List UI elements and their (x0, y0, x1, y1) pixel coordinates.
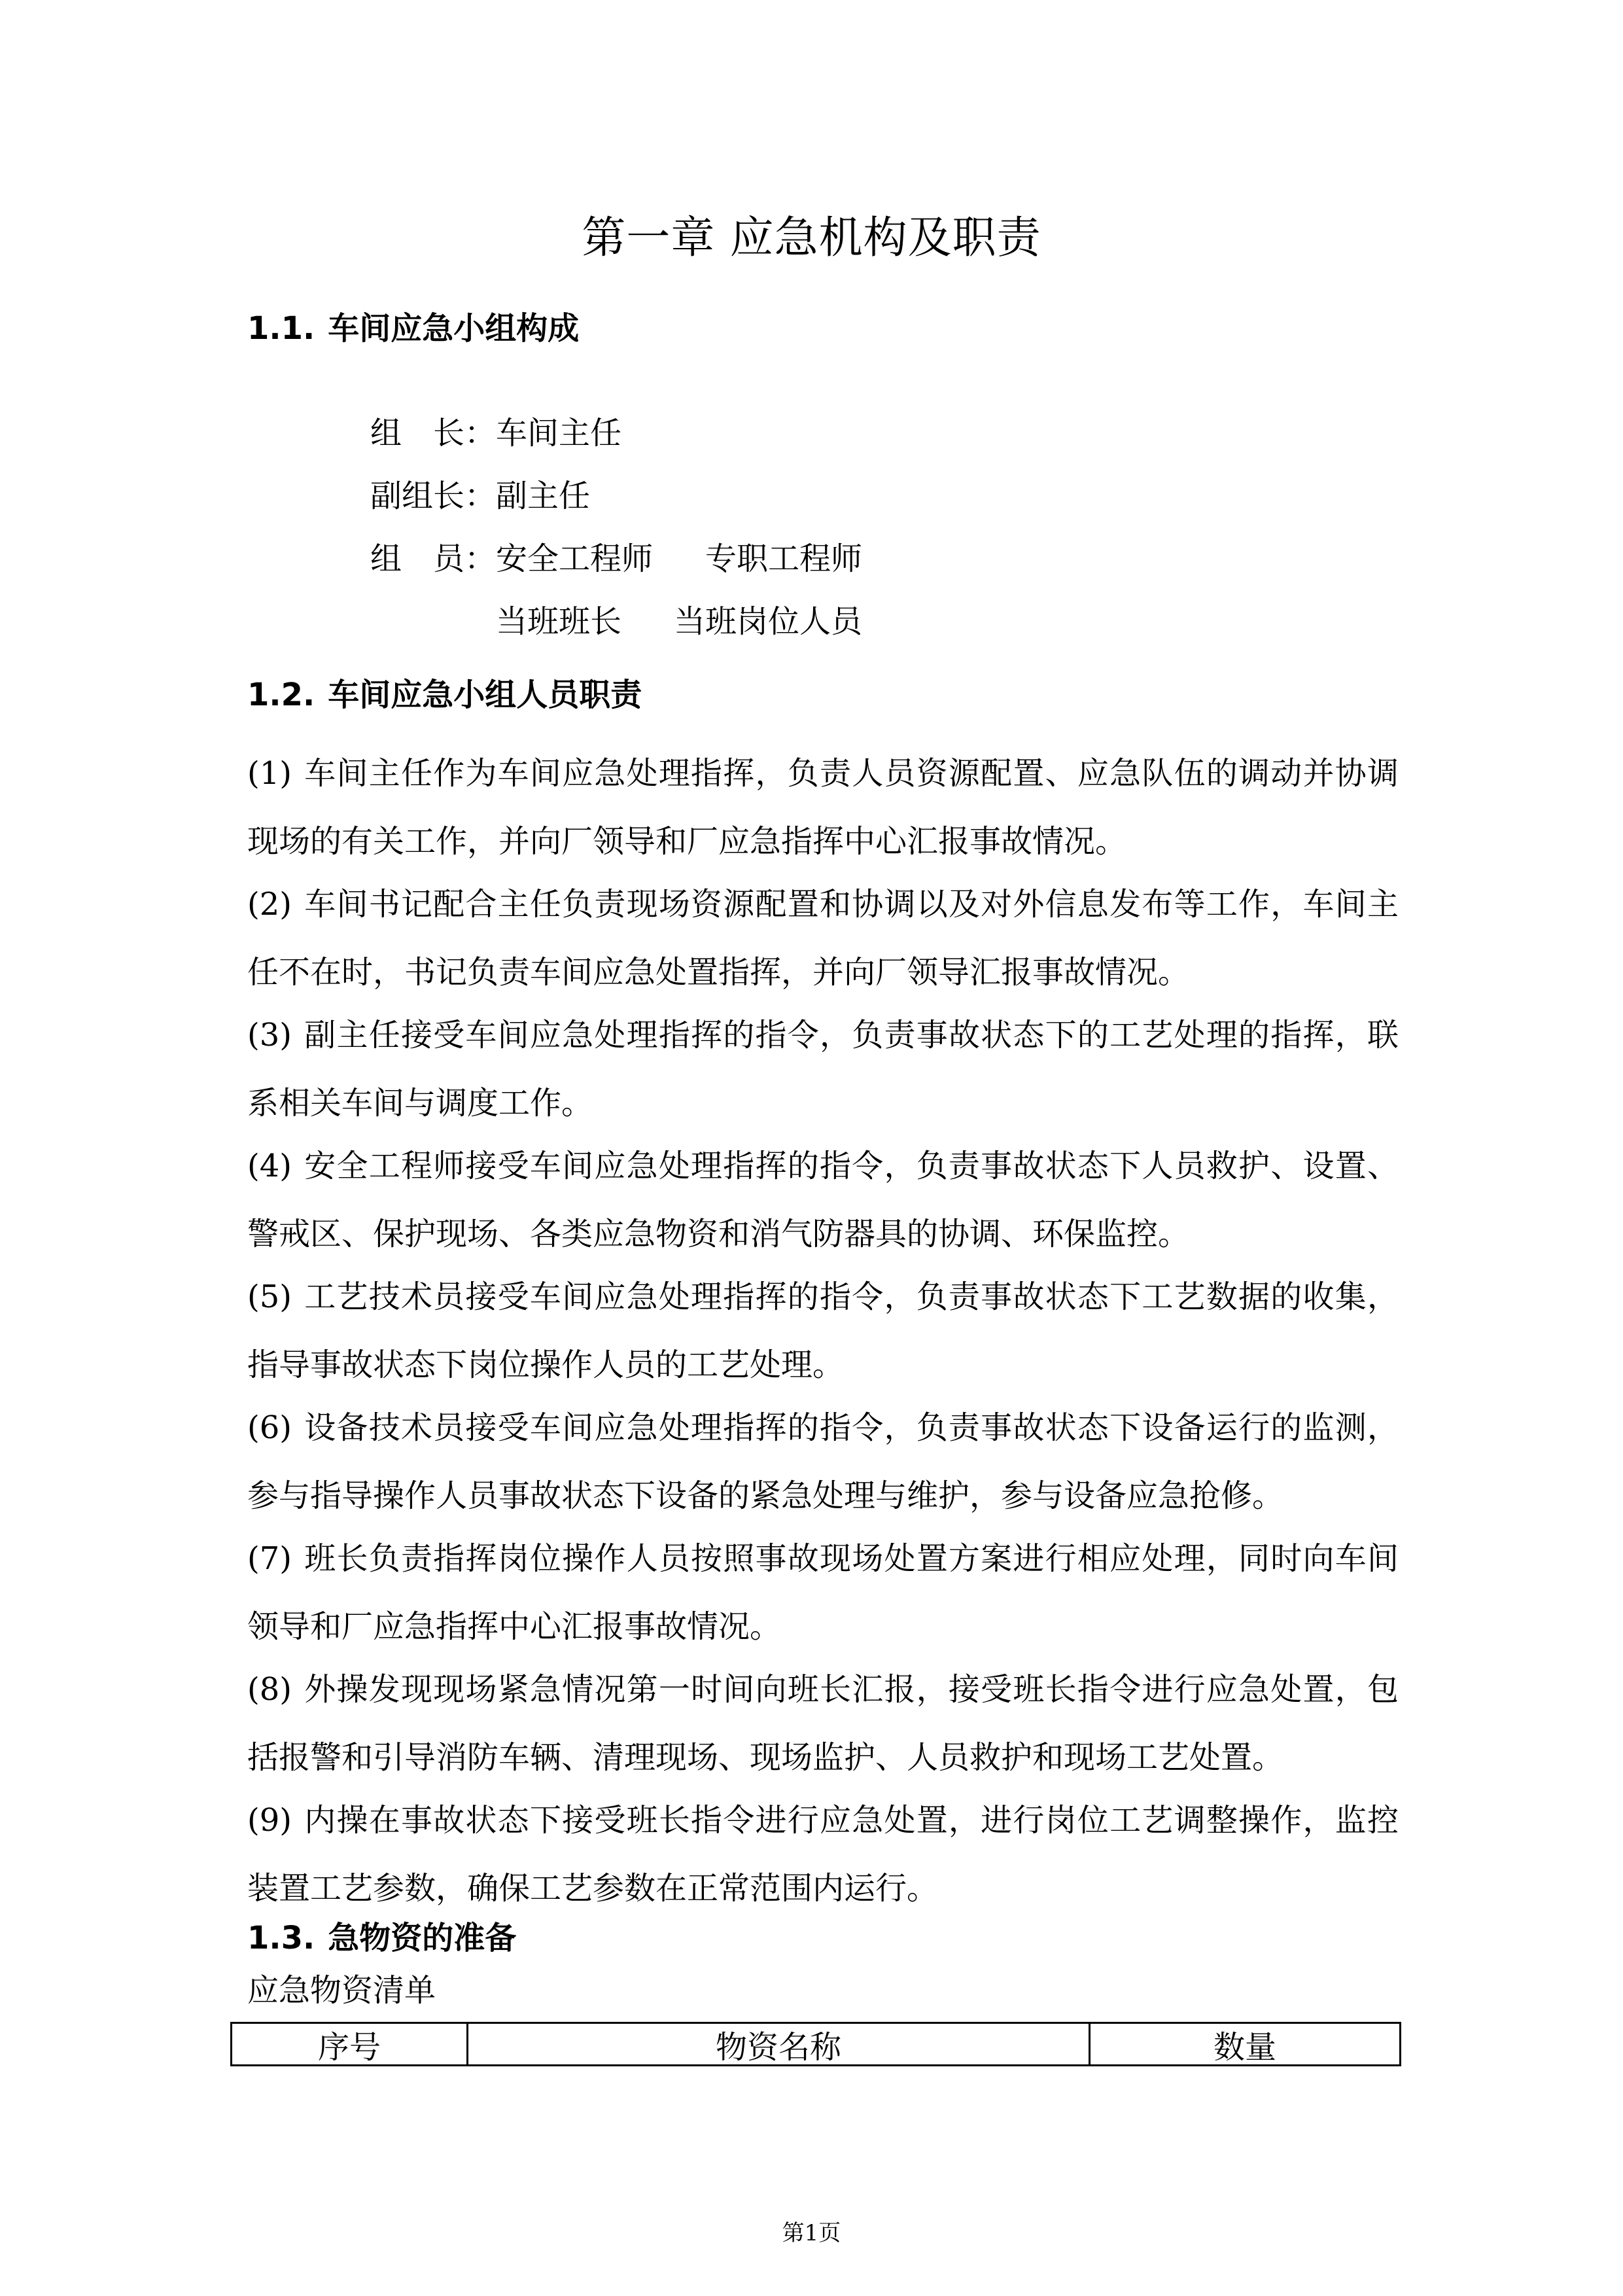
member-line-members-2 (496, 601, 862, 643)
section-heading-1-2 (247, 674, 642, 716)
item-text: 设备技术员接受车间应急处理指挥的指令，负责事故状态下设备运行的监测，参与指导操作人员事故状态下设备的紧急处理与维护，参与设备应急抢修。 (247, 1409, 1399, 1514)
section-heading-1-3 (247, 1917, 516, 1959)
item-text: 车间书记配合主任负责现场资源配置和协调以及对外信息发布等工作，车间主任不在时，书记负责车间应急处置指挥，并向厂领导汇报事故情况。 (247, 886, 1399, 991)
duty-item (247, 870, 1399, 1006)
section-heading-1-1 (247, 308, 579, 349)
item-text: 车间主任作为车间应急处理指挥，负责人员资源配置、应急队伍的调动并协调现场的有关工作，并向厂领导和厂应急指挥中心汇报事故情况。 (247, 755, 1399, 860)
duty-item (247, 1132, 1399, 1268)
duty-item (247, 1786, 1399, 1922)
item-text: 工艺技术员接受车间应急处理指挥的指令，负责事故状态下工艺数据的收集，指导事故状态下岗位操作人员的工艺处理。 (247, 1279, 1399, 1383)
item-number: (7) (247, 1540, 292, 1577)
item-number: (8) (247, 1671, 292, 1708)
member-role-label: 组 长： (370, 415, 497, 451)
member-value: 车间主任 (496, 415, 622, 451)
member-role-label: 副组长： (370, 478, 497, 514)
member-role-label: 组 员： (370, 540, 497, 577)
table-header-cell: 数量 (1213, 2028, 1276, 2066)
member-line-leader (370, 412, 621, 454)
item-text: 外操发现现场紧急情况第一时间向班长汇报，接受班长指令进行应急处置，包括报警和引导消防车辆、清理现场、现场监护、人员救护和现场工艺处置。 (247, 1671, 1399, 1776)
member-value: 安全工程师 (496, 540, 654, 577)
duty-item (247, 1655, 1399, 1792)
member-line-deputy (370, 475, 590, 517)
member-value: 副主任 (496, 478, 591, 514)
section-number: 1.3. (247, 1920, 315, 1956)
item-text: 安全工程师接受车间应急处理指挥的指令，负责事故状态下人员救护、设置、警戒区、保护现场、各类应急物资和消气防器具的协调、环保监控。 (247, 1148, 1399, 1252)
section-number: 1.2. (247, 677, 315, 713)
item-text: 副主任接受车间应急处理指挥的指令，负责事故状态下的工艺处理的指挥，联系相关车间与调度工作。 (247, 1017, 1399, 1122)
item-text: 内操在事故状态下接受班长指令进行应急处置，进行岗位工艺调整操作，监控装置工艺参数，确保工艺参数在正常范围内运行。 (247, 1802, 1399, 1907)
item-text: 班长负责指挥岗位操作人员按照事故现场处置方案进行相应处理，同时向车间领导和厂应急指挥中心汇报事故情况。 (247, 1540, 1399, 1645)
table-caption: 应急物资清单 (247, 1972, 436, 2009)
member-value: 专职工程师 (705, 540, 863, 577)
section-title: 车间应急小组人员职责 (328, 677, 642, 713)
item-number: (5) (247, 1279, 292, 1315)
chapter-title: 第一章 应急机构及职责 (582, 212, 1041, 263)
item-number: (4) (247, 1148, 292, 1184)
duty-item (247, 1525, 1399, 1661)
item-number: (2) (247, 886, 292, 923)
item-number: (3) (247, 1017, 292, 1053)
duty-item (247, 1001, 1399, 1137)
member-value: 当班岗位人员 (674, 603, 863, 640)
duty-item (247, 1263, 1399, 1399)
table-header-cell: 物资名称 (468, 2024, 1091, 2064)
section-title: 急物资的准备 (328, 1920, 517, 1956)
duty-item (247, 739, 1399, 875)
item-number: (9) (247, 1802, 292, 1839)
page-number: 第1页 (782, 2220, 841, 2246)
member-line-members (370, 538, 862, 580)
section-title: 车间应急小组构成 (328, 310, 580, 347)
table-header-cell: 序号 (232, 2024, 468, 2064)
member-value: 当班班长 (496, 603, 622, 640)
section-number: 1.1. (247, 310, 315, 347)
supplies-table-header (230, 2022, 1401, 2066)
item-number: (1) (247, 755, 292, 792)
item-number: (6) (247, 1409, 292, 1446)
duty-item (247, 1394, 1399, 1530)
